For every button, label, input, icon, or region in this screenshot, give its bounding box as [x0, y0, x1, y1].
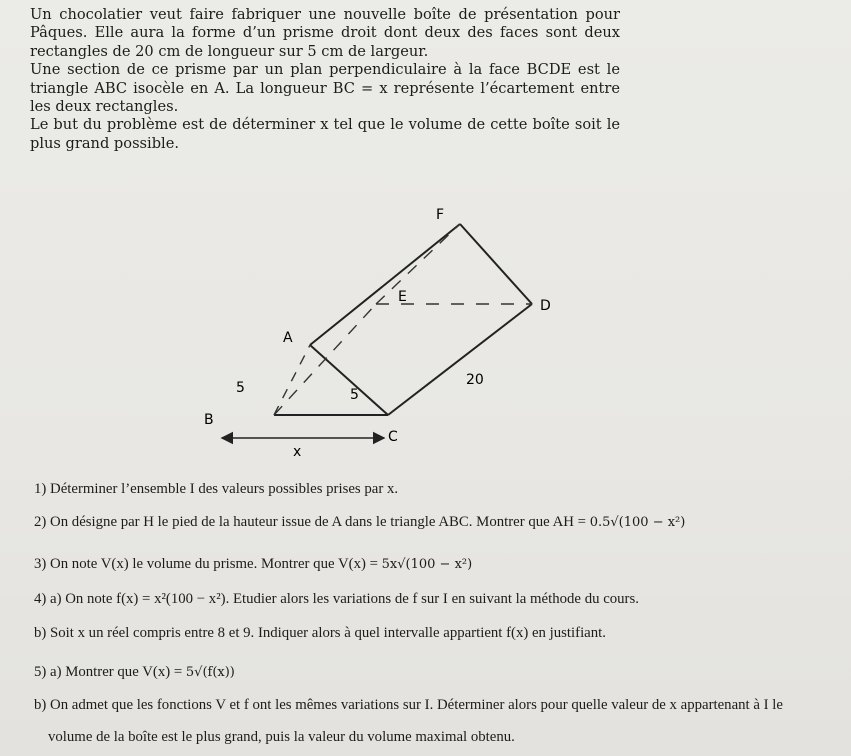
edge-cd	[388, 304, 532, 415]
label-d: D	[540, 298, 551, 314]
label-c: C	[388, 429, 398, 445]
question-4a: 4) a) On note f(x) = x²(100 − x²). Etudier alors les variations de f sur I en suivant la méthode du cours.	[34, 591, 639, 607]
intro-paragraph-2: Une section de ce prisme par un plan perpendiculaire à la face BCDE est le triangle ABC isocèle en A. La longueur BC = x représente l’écartement entre les deux rectangles.	[30, 61, 620, 116]
question-3-formula: 5x√(100 − x²)	[381, 557, 473, 572]
question-5a-formula: 5√(f(x))	[185, 665, 235, 680]
question-2-formula: 0.5√(100 − x²)	[589, 515, 686, 530]
edge-fd	[460, 224, 532, 304]
question-3-text: 3) On note V(x) le volume du prisme. Montrer que V(x) =	[34, 556, 382, 572]
label-a: A	[283, 330, 293, 346]
intro-paragraph-3: Le but du problème est de déterminer x tel que le volume de cette boîte soit le plus grand possible.	[30, 116, 620, 152]
label-side-ac: 5	[350, 387, 359, 403]
question-2-text: 2) On désigne par H le pied de la hauteur issue de A dans le triangle ABC. Montrer que AH =	[34, 514, 590, 530]
question-5b-line-1: b) On admet que les fonctions V et f ont les mêmes variations sur I. Déterminer alors pour quelle valeur de x appartenant à I le	[34, 697, 783, 713]
label-b: B	[204, 412, 214, 428]
edge-be-hidden	[274, 304, 376, 415]
label-base-x: x	[293, 444, 302, 460]
edge-af	[310, 224, 460, 345]
label-f: F	[436, 207, 445, 223]
question-1: 1) Déterminer l’ensemble I des valeurs possibles prises par x.	[34, 481, 399, 497]
question-3	[34, 556, 472, 573]
label-length: 20	[466, 372, 484, 388]
question-5a	[34, 664, 235, 681]
question-5a-text: 5) a) Montrer que V(x) =	[34, 664, 186, 680]
edge-ef-hidden	[376, 224, 460, 304]
label-e: E	[398, 289, 407, 305]
label-side-ab: 5	[236, 380, 245, 396]
edge-ab-hidden	[274, 345, 310, 415]
question-2	[34, 514, 685, 531]
intro-paragraph-1: Un chocolatier veut faire fabriquer une nouvelle boîte de présentation pour Pâques. Elle aura la forme d’un prisme droit dont deux des faces sont deux rectangles de 20 cm de longueur sur 5 cm de largeur.	[30, 6, 620, 60]
question-4b: b) Soit x un réel compris entre 8 et 9. Indiquer alors à quel intervalle appartient f(x) en justifiant.	[34, 625, 606, 641]
edge-ac	[310, 345, 388, 415]
prism-figure	[190, 198, 570, 463]
question-5b-line-2: volume de la boîte est le plus grand, puis la valeur du volume maximal obtenu.	[48, 729, 515, 745]
problem-statement	[30, 6, 620, 153]
